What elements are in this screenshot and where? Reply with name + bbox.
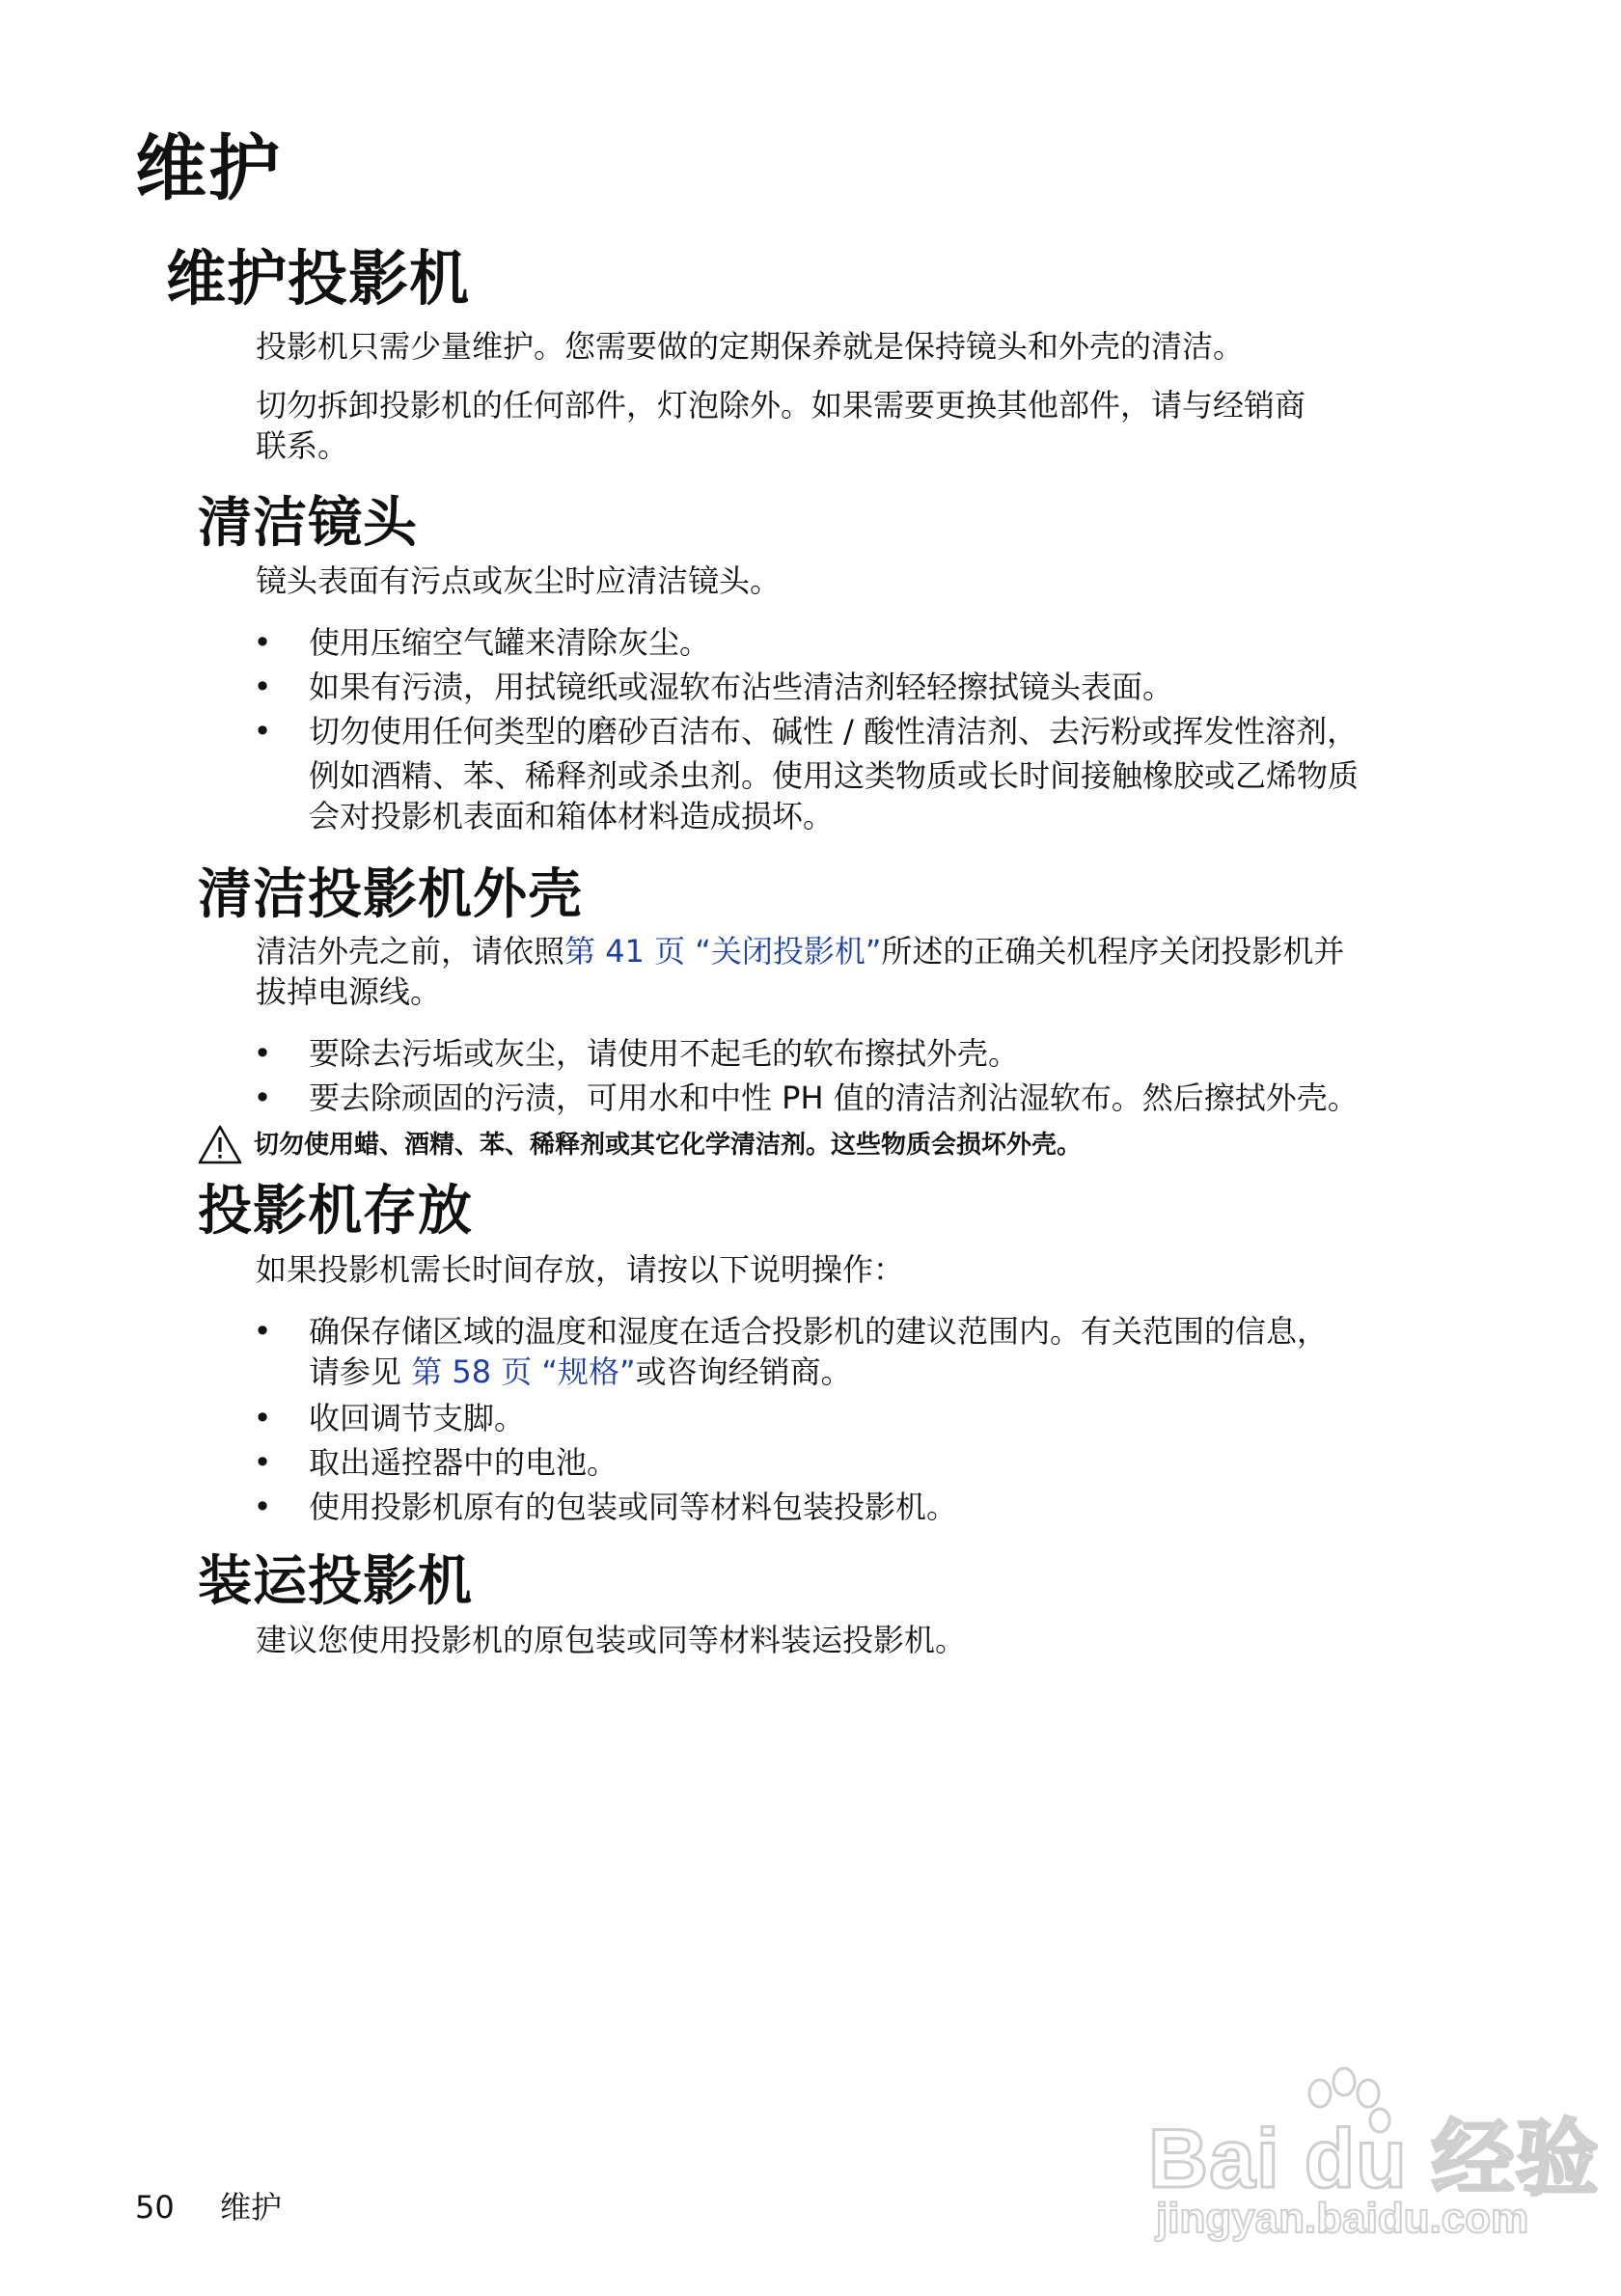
footer-chapter: 维护 xyxy=(220,2189,283,2226)
lens-bullet-3-text: 切勿使用任何类型的磨砂百洁布、碱性 / 酸性清洁剂、去污粉或挥发性溶剂， xyxy=(309,713,1359,750)
link-specifications[interactable]: 第 58 页 “规格” xyxy=(411,1353,636,1390)
page-title: 维护 xyxy=(135,127,282,210)
case-bullet-2-text: 要去除顽固的污渍，可用水和中性 PH 值的清洁剂沾湿软布。然后擦拭外壳。 xyxy=(309,1080,1359,1116)
storage-bullet-1-before: 请参见 xyxy=(309,1353,402,1390)
section-title-maintain-projector: 维护投影机 xyxy=(166,243,471,314)
storage-bullet-3-text: 取出遥控器中的电池。 xyxy=(309,1444,618,1481)
storage-section-title: 投影机存放 xyxy=(198,1180,473,1243)
bullet-icon: • xyxy=(253,713,272,750)
warning-triangle-icon xyxy=(198,1124,242,1164)
case-intro-line-1 xyxy=(256,930,1344,972)
case-bullet-1-text: 要除去污垢或灰尘，请使用不起毛的软布擦拭外壳。 xyxy=(309,1035,1020,1072)
storage-bullet-2-text: 收回调节支脚。 xyxy=(309,1400,526,1436)
case-intro-line-2: 拔掉电源线。 xyxy=(256,973,442,1010)
storage-intro: 如果投影机需长时间存放，请按以下说明操作： xyxy=(256,1251,905,1288)
bullet-icon: • xyxy=(253,1489,272,1525)
case-intro-before: 清洁外壳之前，请依照 xyxy=(256,933,565,970)
bullet-icon: • xyxy=(253,624,272,661)
intro-paragraph-1: 投影机只需少量维护。您需要做的定期保养就是保持镜头和外壳的清洁。 xyxy=(256,328,1245,365)
storage-bullet-4-text: 使用投影机原有的包装或同等材料包装投影机。 xyxy=(309,1489,958,1525)
lens-bullet-1-text: 使用压缩空气罐来清除灰尘。 xyxy=(309,624,711,661)
warning-text: 切勿使用蜡、酒精、苯、稀释剂或其它化学清洁剂。这些物质会损坏外壳。 xyxy=(254,1131,1083,1160)
lens-bullet-2-text: 如果有污渍，用拭镜纸或湿软布沾些清洁剂轻轻擦拭镜头表面。 xyxy=(309,669,1174,705)
bullet-icon: • xyxy=(253,669,272,705)
transport-intro: 建议您使用投影机的原包装或同等材料装运投影机。 xyxy=(256,1622,967,1658)
storage-bullet-1-line-2 xyxy=(309,1351,852,1393)
bullet-icon: • xyxy=(253,1400,272,1436)
storage-bullet-1-text: 确保存储区域的温度和湿度在适合投影机的建议范围内。有关范围的信息， xyxy=(309,1313,1329,1350)
storage-bullet-1-after: 或咨询经销商。 xyxy=(635,1353,852,1390)
baidu-jingyan-watermark xyxy=(1148,2064,1600,2257)
case-intro-after: 所述的正确关机程序关闭投影机并 xyxy=(881,933,1345,970)
intro-paragraph-2-line-2: 联系。 xyxy=(256,427,349,464)
intro-paragraph-2-line-1: 切勿拆卸投影机的任何部件，灯泡除外。如果需要更换其他部件，请与经销商 xyxy=(256,387,1306,424)
watermark-brand: Bai du 经验 xyxy=(1148,2113,1600,2205)
lens-intro: 镜头表面有污点或灰尘时应清洁镜头。 xyxy=(256,562,782,599)
transport-section-title: 装运投影机 xyxy=(198,1550,473,1613)
bullet-icon: • xyxy=(253,1035,272,1072)
page-number: 50 xyxy=(135,2189,175,2226)
case-section-title: 清洁投影机外壳 xyxy=(198,863,583,926)
lens-bullet-3-line-2: 例如酒精、苯、稀释剂或杀虫剂。使用这类物质或长时间接触橡胶或乙烯物质 xyxy=(309,757,1360,794)
lens-bullet-3-line-3: 会对投影机表面和箱体材料造成损坏。 xyxy=(309,798,835,834)
watermark-url: jingyan.baidu.com xyxy=(1156,2195,1529,2242)
link-turn-off-projector[interactable]: 第 41 页 “关闭投影机” xyxy=(564,933,882,970)
bullet-icon: • xyxy=(253,1080,272,1116)
bullet-icon: • xyxy=(253,1313,272,1350)
lens-section-title: 清洁镜头 xyxy=(198,492,418,555)
bullet-icon: • xyxy=(253,1444,272,1481)
